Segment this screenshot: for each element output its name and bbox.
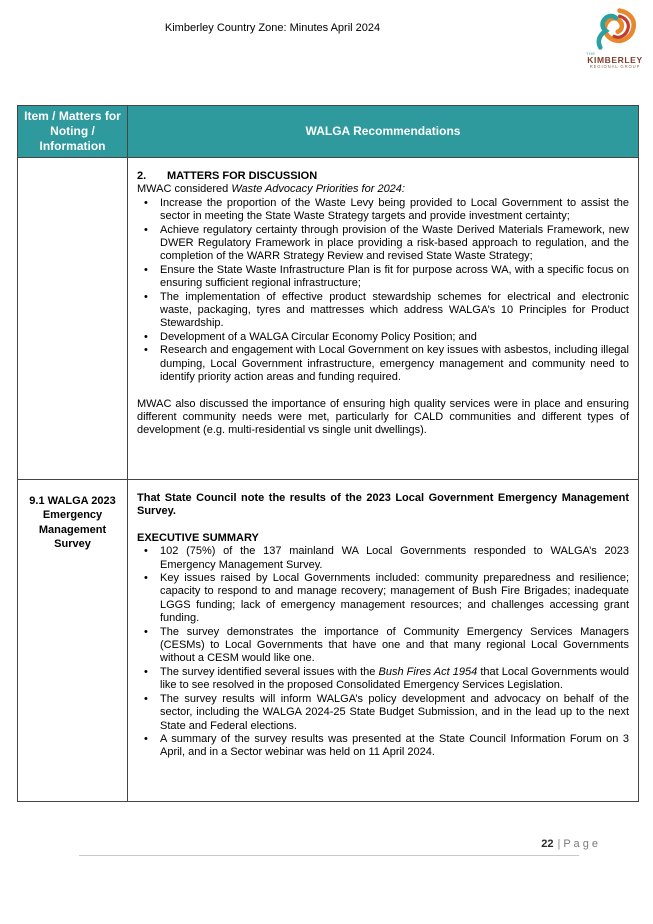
bullet-item: • 102 (75%) of the 137 mainland WA Local Governments responded to WALGA’s 2023 Emergency Management Survey. [137, 545, 629, 572]
footer-divider-line [79, 855, 579, 856]
section-heading [137, 170, 629, 183]
page-number: 22 [541, 838, 554, 850]
logo-the-text: THE [586, 51, 596, 56]
bullet-text-pre: The survey identified several issues with the [160, 665, 379, 678]
page-word: P a g e [563, 838, 598, 850]
table-header-row [18, 106, 639, 158]
page-footer [0, 838, 598, 850]
bullet-item: • Ensure the State Waste Infrastructure Plan is fit for purpose across WA, with a specific focus on ensuring sufficient regional infrastructure; [137, 264, 629, 291]
item-cell-empty [18, 158, 128, 480]
recommendations-cell [128, 158, 639, 480]
closing-paragraph: MWAC also discussed the importance of ensuring high quality services were in place and ensuring different community needs were met, particularly for CALD communities and different types of development (e.g. multi-residential vs single unit dwellings). [137, 397, 629, 437]
minutes-table [17, 105, 639, 802]
intro-italic-text: Waste Advocacy Priorities for 2024: [231, 183, 405, 196]
executive-summary-list [137, 545, 629, 760]
bullet-item: • The survey results will inform WALGA’s policy development and advocacy on behalf of the sector, including the WALGA 2024-25 State Budget Submission, and in the lead up to the next State and Federal elections. [137, 693, 629, 733]
column-header-item: Item / Matters for Noting / Information [18, 106, 128, 158]
recommendations-cell [128, 480, 639, 802]
swirl-logo-icon [582, 6, 648, 52]
bullet-text-post: that Local Governments would like to see resolved in the proposed Consolidated Emergency Services Legislation. [160, 665, 629, 692]
bullet-item: • Key issues raised by Local Governments included: community preparedness and resilience; capacity to respond to and manage recovery; management of Bush Fire Brigades; inadequate LGGS funding; lack of emergency management resources; and challenges accessing grant funding. [137, 572, 629, 626]
kimberley-regional-group-logo [582, 6, 648, 70]
bullet-item: • Development of a WALGA Circular Economy Policy Position; and [137, 331, 629, 344]
logo-subtitle-text: REGIONAL GROUP [589, 64, 641, 70]
footer-separator: | [557, 838, 561, 850]
table-row [18, 480, 639, 802]
executive-summary-heading: EXECUTIVE SUMMARY [137, 531, 259, 544]
intro-paragraph [137, 183, 629, 196]
bullet-item: • The implementation of effective product stewardship schemes for electrical and electronic waste, packaging, tyres and mattresses which address WALGA’s 10 Principles for Product Stewardship. [137, 291, 629, 331]
bullet-item: • Increase the proportion of the Waste Levy being provided to Local Government to assist the sector in meeting the State Waste Strategy targets and provide investment certainty; [137, 197, 629, 224]
bullet-text-italic: Bush Fires Act 1954 [378, 665, 478, 678]
bullet-item: • A summary of the survey results was presented at the State Council Information Forum on 3 April, and in a Sector webinar was held on 11 April 2024. [137, 733, 629, 760]
bullet-item: • Achieve regulatory certainty through provision of the Waste Derived Materials Framework, new DWER Regulatory Framework in place providing a risk-based approach to regulation, and the completion of the WARR Strategy Review and revised State Waste Strategy; [137, 224, 629, 264]
bullet-item [137, 666, 629, 693]
recommendation-paragraph: That State Council note the results of the 2023 Local Government Emergency Management Survey. [137, 492, 629, 518]
section-title: MATTERS FOR DISCUSSION [167, 170, 318, 182]
item-cell-title: 9.1 WALGA 2023 Emergency Management Survey [18, 480, 128, 802]
bullet-item: • Research and engagement with Local Government on key issues with asbestos, including illegal dumping, Local Government infrastructure, emergency management and community need to identify priority action areas and funding required. [137, 344, 629, 384]
column-header-walga-recommendations: WALGA Recommendations [128, 106, 639, 158]
logo-name-text: KIMBERLEY [587, 55, 643, 66]
advocacy-priorities-list [137, 197, 629, 385]
table-row [18, 158, 639, 480]
document-header-title: Kimberley Country Zone: Minutes April 2024 [164, 22, 381, 34]
section-number: 2. [137, 170, 147, 182]
bullet-item: • The survey demonstrates the importance of Community Emergency Services Managers (CESMs) to Local Governments that have one and that many regional Local Governments without a CESM would like one. [137, 626, 629, 666]
intro-normal-text: MWAC considered [137, 183, 232, 196]
